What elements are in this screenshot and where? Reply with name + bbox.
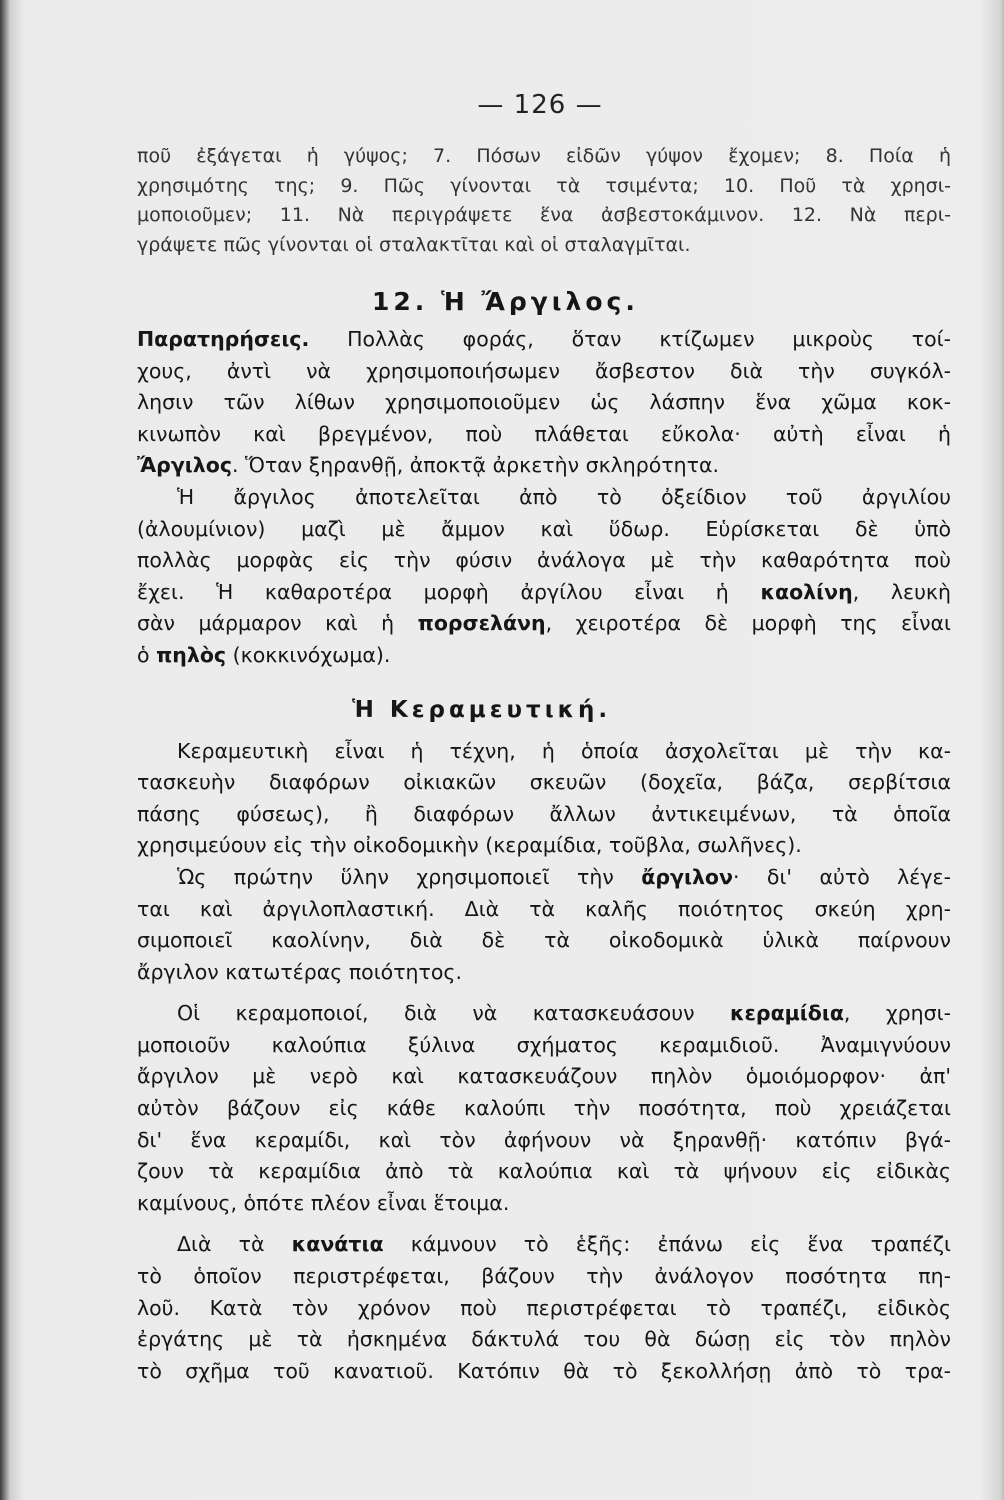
text-line: λοῦ. Κατὰ τὸν χρόνον ποὺ περιστρέφεται τὸ τραπέζι, εἰδικὸς	[137, 1295, 951, 1320]
exercise-line: χρησιμότης της; 9. Πῶς γίνονται τὰ τσιμέντα; 10. Ποῦ τὰ χρησι-	[137, 174, 951, 197]
text-line: ἄργιλον κατωτέρας ποιότητος.	[137, 959, 462, 984]
text-line: ζουν τὰ κεραμίδια ἀπὸ τὰ καλούπια καὶ τὰ ψήνουν εἰς εἰδικὰς	[137, 1159, 951, 1184]
bold-term: πηλὸς	[156, 642, 227, 667]
text-line: ὁ πηλὸς (κοκκινόχωμα).	[137, 642, 391, 667]
text-line: Οἱ κεραμοποιοί, διὰ νὰ κατασκευάσουν κεραμίδια, χρησι-	[177, 1001, 951, 1026]
exercise-line: μοποιοῦμεν; 11. Νὰ περιγράψετε ἕνα ἀσβεστοκάμινον. 12. Νὰ περι-	[137, 204, 951, 226]
text-line: Ἡ ἄργιλος ἀποτελεῖται ἀπὸ τὸ ὀξείδιον τοῦ ἀργιλίου	[177, 484, 951, 509]
text-line: ἄργιλον μὲ νερὸ καὶ κατασκευάζουν πηλὸν ὁμοιόμορφον· ἀπ'	[137, 1064, 951, 1089]
text-line: χους, ἀντὶ νὰ χρησιμοποιήσωμεν ἄσβεστον διὰ τὴν συγκόλ-	[137, 358, 951, 383]
clay-section	[137, 324, 951, 672]
subsection-title: Ἡ Κεραμευτική.	[352, 696, 612, 723]
bold-term: κεραμίδια	[729, 1001, 844, 1026]
text-line: Διὰ τὰ κανάτια κάμνουν τὸ ἑξῆς: ἐπάνω εἰς ἕνα τραπέζι	[177, 1232, 951, 1257]
text-line: Ἄργιλος. Ὅταν ξηρανθῇ, ἀποκτᾷ ἀρκετὴν σκληρότητα.	[137, 453, 720, 478]
text-line: Παρατηρήσεις. Πολλὰς φοράς, ὅταν κτίζωμεν μικροὺς τοί-	[137, 327, 951, 351]
bold-term: καολίνη	[760, 579, 853, 604]
page-number: — 126 —	[477, 90, 603, 120]
bold-term: Ἄργιλος	[137, 453, 233, 478]
text-line: τὸ σχῆμα τοῦ κανατιοῦ. Κατόπιν θὰ τὸ ξεκολλήσῃ ἀπὸ τὸ τρα-	[137, 1358, 951, 1383]
observations-label: Παρατηρήσεις.	[137, 327, 310, 351]
text-line: πολλὰς μορφὰς εἰς τὴν φύσιν ἀνάλογα μὲ τὴν καθαρότητα ποὺ	[137, 548, 951, 573]
text-line: μοποιοῦν καλούπια ξύλινα σχήματος κεραμιδιοῦ. Ἀναμιγνύουν	[137, 1032, 951, 1057]
text-line: Κεραμευτικὴ εἶναι ἡ τέχνη, ἡ ὁποία ἀσχολεῖται μὲ τὴν κα-	[177, 738, 951, 763]
bold-term: πορσελάνη	[417, 611, 546, 636]
text-line: Ὡς πρώτην ὕλην χρησιμοποιεῖ τὴν ἄργιλον· δι' αὐτὸ λέγε-	[177, 864, 951, 889]
exercise-questions	[137, 142, 951, 260]
bold-term: ἄργιλον	[641, 864, 733, 889]
text-line: σιμοποιεῖ καολίνην, διὰ δὲ τὰ οἰκοδομικὰ ὑλικὰ παίρνουν	[137, 928, 951, 953]
text-line: σὰν μάρμαρον καὶ ἡ πορσελάνη, χειροτέρα δὲ μορφὴ της εἶναι	[137, 611, 951, 636]
text-line: (ἀλουμίνιον) μαζὶ μὲ ἄμμον καὶ ὕδωρ. Εὑρίσκεται δὲ ὑπὸ	[137, 516, 951, 541]
bold-term: κανάτια	[291, 1232, 384, 1257]
text-line: λησιν τῶν λίθων χρησιμοποιοῦμεν ὡς λάσπην ἕνα χῶμα κοκ-	[137, 390, 951, 415]
text-line: δι' ἕνα κεραμίδι, καὶ τὸν ἀφήνουν νὰ ξηρανθῇ· κατόπιν βγά-	[137, 1127, 951, 1152]
text-line: χρησιμεύουν εἰς τὴν οἰκοδομικὴν (κεραμίδια, τοῦβλα, σωλῆνες).	[137, 833, 802, 858]
text-line: ἐργάτης μὲ τὰ ἠσκημένα δάκτυλά του θὰ δώσῃ εἰς τὸν πηλὸν	[137, 1327, 951, 1352]
ceramics-section	[137, 736, 951, 1388]
page-content	[137, 142, 951, 1387]
text-line: ται καὶ ἀργιλοπλαστική. Διὰ τὰ καλῆς ποιότητος σκεύη χρη-	[137, 896, 951, 921]
section-title: 12. Ἡ Ἄργιλος.	[372, 287, 639, 316]
text-line: κινωπὸν καὶ βρεγμένον, ποὺ πλάθεται εὔκολα· αὐτὴ εἶναι ἡ	[137, 421, 951, 446]
text-line: τὸ ὁποῖον περιστρέφεται, βάζουν τὴν ἀνάλογον ποσότητα πη-	[137, 1264, 951, 1289]
text-line: καμίνους, ὁπότε πλέον εἶναι ἕτοιμα.	[137, 1190, 510, 1215]
exercise-line: γράψετε πῶς γίνονται οἱ σταλακτῖται καὶ οἱ σταλαγμῖται.	[137, 233, 691, 256]
text-line: πάσης φύσεως), ἢ διαφόρων ἄλλων ἀντικειμένων, τὰ ὁποῖα	[137, 801, 951, 826]
text-line: τασκευὴν διαφόρων οἰκιακῶν σκευῶν (δοχεῖα, βάζα, σερβίτσια	[137, 770, 951, 795]
exercise-line: ποῦ ἐξάγεται ἡ γύψος; 7. Πόσων εἰδῶν γύψον ἔχομεν; 8. Ποία ἡ	[137, 145, 951, 167]
text-line: ἔχει. Ἡ καθαροτέρα μορφὴ ἀργίλου εἶναι ἡ καολίνη, λευκὴ	[137, 579, 951, 604]
text-line: αὐτὸν βάζουν εἰς κάθε καλούπι τὴν ποσότητα, ποὺ χρειάζεται	[137, 1096, 951, 1121]
